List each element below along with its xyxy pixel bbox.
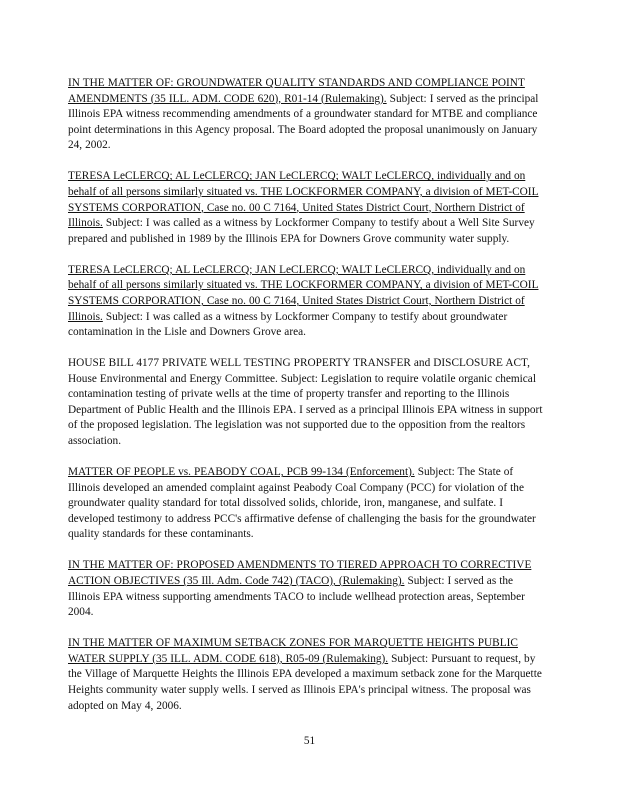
entry-body: Subject: I was called as a witness by Lockformer Company to testify about a Well Site Survey prepared and published in 1989 by the Illinois EPA for Downers Grove community water supply.: [68, 217, 535, 245]
entry-body: Subject: I served as the principal Illinois EPA witness recommending amendments of a groundwater standard for MTBE and compliance point determinations in this Agency proposal. The Board adopted the proposal unanimously on January 24, 2002.: [68, 92, 539, 152]
page-number: 51: [303, 735, 316, 747]
entry-house-bill-4177: [68, 356, 544, 450]
entry-body: House Environmental and Energy Committee. Subject: Legislation to require volatile organic chemical contamination testing of private wells at the time of property transfer and reporting to the Illinois Department of Public Health and the Illinois EPA. I served as a principal Illinois EPA witness in support of the proposed legislation. The legislation was not supported due to the opposition from the realtors association.: [68, 372, 543, 448]
entry-title: TERESA LeCLERCQ; AL LeCLERCQ; JAN LeCLERCQ; WALT LeCLERCQ, individually and on behalf of all persons similarly situated vs. THE LOCKFORMER COMPANY, a division of MET-COIL SYSTEMS CORPORATION, Case no. 00 C 7164, United States District Court, Northern District of Illinois.: [68, 263, 539, 323]
entry-body: Subject: I was called as a witness by Lockformer Company to testify about groundwater contamination in the Lisle and Downers Grove area.: [68, 310, 508, 339]
entry-body: Subject: I served as the Illinois EPA witness supporting amendments TACO to include wellhead protection areas, September 2004.: [68, 574, 525, 619]
entry-title: IN THE MATTER OF MAXIMUM SETBACK ZONES FOR MARQUETTE HEIGHTS PUBLIC WATER SUPPLY (35 ILL. ADM. CODE 618), R05-09 (Rulemaking).: [68, 637, 518, 665]
entry-title: TERESA LeCLERCQ; AL LeCLERCQ; JAN LeCLERCQ; WALT LeCLERCQ, individually and on behalf of all persons similarly situated vs. THE LOCKFORMER COMPANY, a division of MET-COIL SYSTEMS CORPORATION, Case no. 00 C 7164, United States District Court, Northern District of Illinois.: [68, 170, 539, 230]
entry-leclercq-groundwater-contamination: [68, 263, 544, 341]
entry-title: IN THE MATTER OF: PROPOSED AMENDMENTS TO TIERED APPROACH TO CORRECTIVE ACTION OBJECTIVES (35 Ill. Adm. Code 742) (TACO), (Rulemaking).: [68, 559, 532, 587]
entry-people-vs-peabody-coal: [68, 465, 544, 543]
entry-title: MATTER OF PEOPLE vs. PEABODY COAL, PCB 99-134 (Enforcement).: [68, 466, 415, 479]
entry-title: HOUSE BILL 4177 PRIVATE WELL TESTING PROPERTY TRANSFER and DISCLOSURE ACT,: [68, 357, 530, 370]
entry-body: Subject: The State of Illinois developed an amended complaint against Peabody Coal Company (PCC) for violation of the groundwater quality standard for total dissolved solids, chloride, iron, manganese, and sulfate. I developed testimony to address PCC's affirmative defense of challenging the basis for the groundwater quality standards for these contaminants.: [68, 466, 536, 541]
document-body: [68, 76, 544, 730]
entry-taco-amendments: [68, 558, 544, 620]
entry-groundwater-quality-standards: [68, 76, 544, 154]
entry-leclercq-well-site-survey: [68, 169, 544, 247]
entry-marquette-heights-setback: [68, 636, 544, 714]
entry-body: Subject: Pursuant to request, by the Village of Marquette Heights the Illinois EPA developed a maximum setback zone for the Marquette Heights community water supply wells. I served as Illinois EPA's principal witness. The proposal was adopted on May 4, 2006.: [68, 652, 542, 712]
entry-title: IN THE MATTER OF: GROUNDWATER QUALITY STANDARDS AND COMPLIANCE POINT AMENDMENTS (35 ILL. ADM. CODE 620), R01-14 (Rulemaking).: [68, 77, 525, 105]
